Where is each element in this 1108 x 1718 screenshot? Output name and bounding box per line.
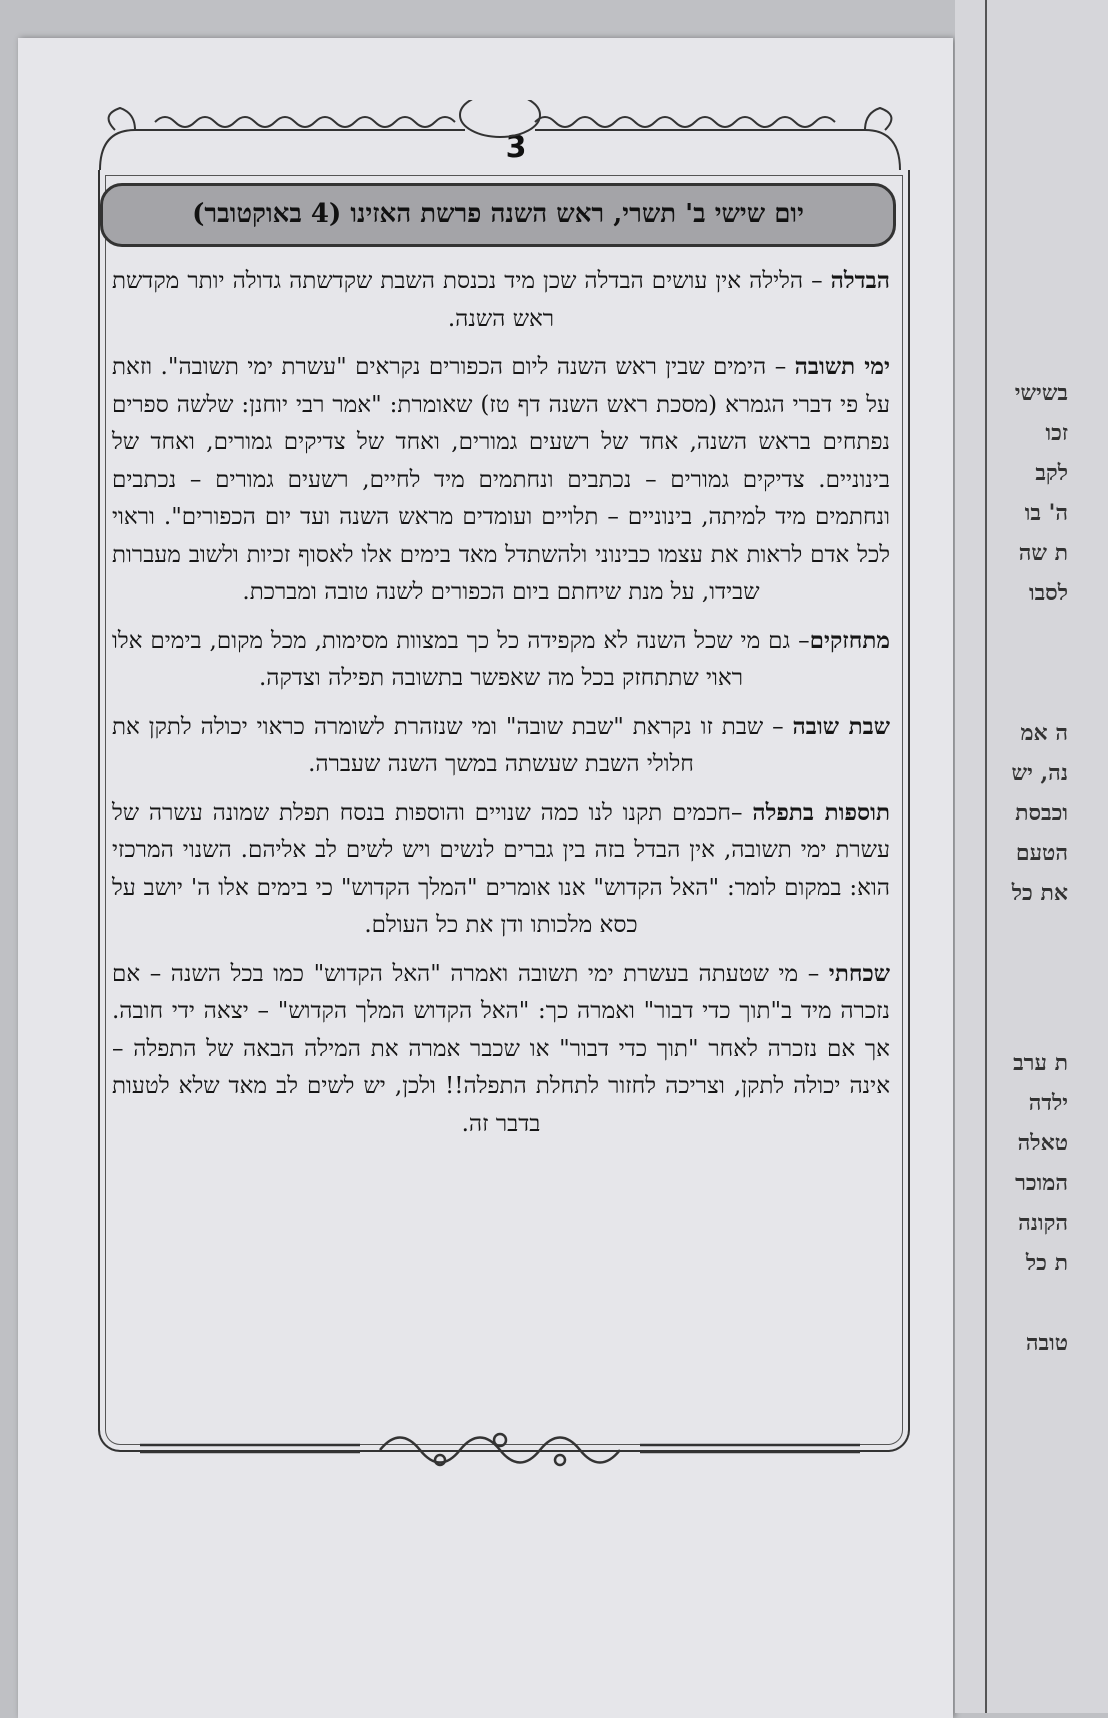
- paragraph-yemei-teshuva: [112, 348, 890, 612]
- paragraph-havdalah: [112, 262, 890, 338]
- separator: –: [763, 713, 793, 740]
- paragraph-term: שכחתי: [828, 959, 890, 987]
- fragment: ת כל: [1025, 1250, 1068, 1276]
- page-content: [112, 262, 890, 1153]
- paragraph-shabbat-shuva: [112, 708, 890, 784]
- fragment: ה אמ: [1020, 720, 1068, 746]
- paragraph-text: גם מי שכל השנה לא מקפידה כל כך במצוות מסימות, מכל מקום, בימים אלו ראוי שתתחזק בכל מה שאפשר בתשובה תפילה וצדקה.: [112, 627, 791, 691]
- fragment: ילדה: [1028, 1090, 1068, 1116]
- paragraph-text: חכמים תקנו לנו כמה שנויים והוספות בנסח תפלת שמונה עשרה של עשרת ימי תשובה, אין הבדל בזה בין גברים לנשים ויש לשים לב אליהם. השנוי המרכזי הוא: במקום לומר: "האל הקדוש" אנו אומרים "המלך הקדוש" כי בימים אלו ה' יושב על כסא מלכותו ודן את כל העולם.: [112, 799, 890, 938]
- fragment: טובה: [1025, 1330, 1068, 1356]
- paragraph-shachachti: [112, 955, 890, 1144]
- page-number: 3: [505, 130, 527, 165]
- fragment: זכו: [1045, 420, 1068, 446]
- fragment: את כל: [1011, 880, 1068, 906]
- paragraph-mitchazkim: [112, 622, 890, 698]
- fragment: טאלה: [1017, 1130, 1068, 1156]
- fragment: הקונה: [1018, 1210, 1068, 1236]
- adjacent-page-border: [985, 0, 987, 1713]
- fragment: נה, יש: [1011, 760, 1068, 786]
- top-ornament-icon: [95, 100, 905, 180]
- separator: –: [790, 627, 810, 654]
- fragment: הטעם: [1015, 840, 1068, 866]
- separator: –: [803, 268, 831, 294]
- fragment: בשישי: [1014, 380, 1068, 406]
- paragraph-text: הלילה אין עושים הבדלה שכן מיד נכנסת השבת שקדשתה גדולה יותר מקדשת ראש השנה.: [112, 268, 804, 332]
- fragment: ה' בו: [1024, 500, 1068, 526]
- paragraph-text: שבת זו נקראת "שבת שובה" ומי שנזהרת לשומרה כראוי יכולה לתקן את חלולי השבת שעשתה במשך השנה שעברה.: [112, 713, 764, 777]
- paragraph-term: תוספות בתפלה: [752, 798, 890, 826]
- fragment: לקב: [1035, 460, 1068, 486]
- paragraph-text: מי שטעתה בעשרת ימי תשובה ואמרה "האל הקדוש" כמו בכל השנה – אם נזכרה מיד ב"תוך כדי דבור" ואמרה כך: "האל הקדוש המלך הקדוש" – יצאה ידי חובה. אך אם נזכרה לאחר "תוך כדי דבור" או שכבר אמרה את המילה הבאה של התפלה – אינה יכולה לתקן, וצריכה לחזור לתחלת התפלה!! ולכן, יש לשים לב מאד שלא לטעות בדבר זה.: [112, 960, 890, 1137]
- fragment: וכבסת: [1015, 800, 1068, 826]
- fragment: לסבו: [1028, 580, 1068, 606]
- paragraph-term: מתחזקים: [809, 626, 890, 654]
- separator: –: [766, 354, 795, 380]
- adjacent-page: [955, 0, 1108, 1713]
- paragraph-term: הבדלה: [830, 267, 890, 294]
- paragraph-term: שבת שובה: [792, 712, 891, 740]
- separator: –: [798, 960, 829, 987]
- separator: –: [731, 799, 753, 826]
- bottom-ornament-icon: [140, 1420, 860, 1490]
- paragraph-term: ימי תשובה: [794, 353, 891, 380]
- fragment: ת שה: [1018, 540, 1068, 566]
- date-header: יום שישי ב' תשרי, ראש השנה פרשת האזינו (4 באוקטובר): [100, 183, 896, 247]
- paragraph-text: הימים שבין ראש השנה ליום הכפורים נקראים "עשרת ימי תשובה". וזאת על פי דברי הגמרא (מסכת ראש השנה דף טז) שאומרת: "אמר רבי יוחנן: שלשה ספרים נפתחים בראש השנה, אחד של רשעים גמורים, ואחד של צדיקים גמורים, ואחד של בינוניים. צדיקים גמורים – נכתבים ונחתמים מיד לחיים, רשעים גמורים – נכתבים ונחתמים מיד למיתה, בינוניים – תלויים ועומדים מראש השנה ועד יום הכפורים". וראוי לכל אדם לראות את עצמו כבינוני ולהשתדל מאד בימים אלו לאסוף זכיות ולשוב מעברות שבידו, על מנת שיחתם ביום הכפורים לשנה טובה ומברכת.: [112, 354, 890, 605]
- fragment: ת ערב: [1013, 1050, 1068, 1076]
- fragment: המוכר: [1015, 1170, 1068, 1196]
- paragraph-tosafot-betefila: [112, 794, 890, 945]
